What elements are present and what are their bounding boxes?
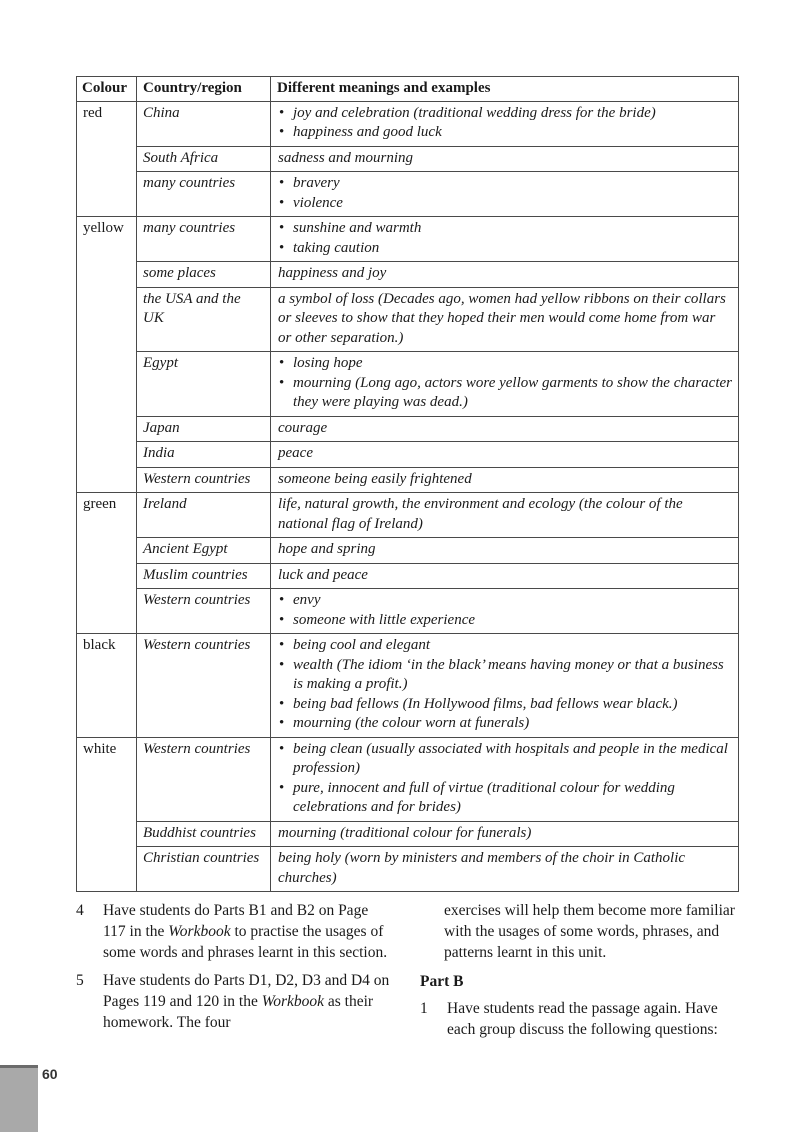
colour-cell — [77, 416, 137, 442]
colour-cell: green — [77, 493, 137, 538]
item-text: Have students do Parts D1, D2, D3 and D4 on Pages 119 and 120 in the — [103, 972, 390, 1010]
table-row — [77, 589, 739, 634]
country-cell: Western countries — [137, 634, 271, 738]
table-row — [77, 442, 739, 468]
page-tab — [0, 1065, 38, 1132]
header-meanings: Different meanings and examples — [271, 77, 739, 102]
item-text: Have students read the passage again. Have each group discuss the following questions: — [447, 1000, 718, 1038]
meaning-list-item: • pure, innocent and full of virtue (traditional colour for wedding celebrations and for brides) — [278, 779, 732, 818]
meaning-cell — [271, 172, 739, 217]
country-cell: many countries — [137, 172, 271, 217]
meaning-cell: luck and peace — [271, 563, 739, 589]
meaning-cell: peace — [271, 442, 739, 468]
meaning-cell — [271, 352, 739, 417]
meaning-list-item: • joy and celebration (traditional wedding dress for the bride) — [278, 104, 732, 124]
colour-meanings-table — [76, 76, 739, 892]
table-row — [77, 493, 739, 538]
table-row — [77, 821, 739, 847]
meaning-cell: life, natural growth, the environment and ecology (the colour of the national flag of Ireland) — [271, 493, 739, 538]
item-text: to practise the usages of some words and phrases learnt in this section. — [103, 923, 388, 961]
page-tab-edge — [0, 1065, 38, 1068]
colour-cell: red — [77, 101, 137, 146]
country-cell: the USA and the UK — [137, 287, 271, 352]
country-cell: South Africa — [137, 146, 271, 172]
right-column — [420, 900, 740, 1047]
country-cell: Western countries — [137, 467, 271, 493]
meaning-cell: mourning (traditional colour for funerals) — [271, 821, 739, 847]
table-row — [77, 262, 739, 288]
meaning-cell: courage — [271, 416, 739, 442]
country-cell: Christian countries — [137, 847, 271, 892]
country-cell: Buddhist countries — [137, 821, 271, 847]
table-row — [77, 416, 739, 442]
workbook-ref: Workbook — [261, 993, 324, 1010]
page-number: 60 — [42, 1066, 58, 1082]
colour-cell — [77, 538, 137, 564]
country-cell: many countries — [137, 217, 271, 262]
meaning-list-item: • violence — [278, 194, 732, 214]
meaning-cell: someone being easily frightened — [271, 467, 739, 493]
colour-cell — [77, 352, 137, 417]
meaning-list-item: • mourning (Long ago, actors wore yellow garments to show the character they were playing was dead.) — [278, 374, 732, 413]
country-cell: Muslim countries — [137, 563, 271, 589]
colour-cell — [77, 589, 137, 634]
meaning-cell — [271, 217, 739, 262]
table-row — [77, 847, 739, 892]
item-text: Have students do Parts B1 and B2 on Page 117 in the — [103, 902, 369, 940]
table-row — [77, 146, 739, 172]
table-row — [77, 538, 739, 564]
table-header-row — [77, 77, 739, 102]
table-row — [77, 737, 739, 821]
colour-cell — [77, 262, 137, 288]
instruction-item-4 — [76, 900, 394, 963]
meaning-list-item: • being cool and elegant — [278, 636, 732, 656]
table-row — [77, 634, 739, 738]
meaning-cell: being holy (worn by ministers and members of the choir in Catholic churches) — [271, 847, 739, 892]
meaning-cell — [271, 101, 739, 146]
meaning-list-item: • sunshine and warmth — [278, 219, 732, 239]
left-column — [76, 900, 394, 1040]
part-b-heading: Part B — [420, 973, 464, 990]
table-row — [77, 172, 739, 217]
table-row — [77, 287, 739, 352]
colour-cell — [77, 442, 137, 468]
country-cell: Ancient Egypt — [137, 538, 271, 564]
country-cell: Japan — [137, 416, 271, 442]
item-number: 1 — [420, 1000, 428, 1017]
meaning-list — [278, 740, 732, 818]
meaning-list — [278, 104, 732, 143]
meaning-list — [278, 219, 732, 258]
item-number: 4 — [76, 902, 84, 919]
item-5-continuation: exercises will help them become more familiar with the usages of some words, phrases, and patterns learnt in this unit. — [444, 902, 735, 961]
colour-cell — [77, 172, 137, 217]
meaning-list-item: • wealth (The idiom ‘in the black’ means having money or that a business is making a profit.) — [278, 656, 732, 695]
meaning-list-item: • losing hope — [278, 354, 732, 374]
colour-cell: white — [77, 737, 137, 821]
meaning-list-item: • envy — [278, 591, 732, 611]
meaning-cell: hope and spring — [271, 538, 739, 564]
country-cell: Ireland — [137, 493, 271, 538]
country-cell: China — [137, 101, 271, 146]
meaning-list-item: • taking caution — [278, 239, 732, 259]
meaning-list — [278, 591, 732, 630]
workbook-ref: Workbook — [168, 923, 231, 940]
meaning-list-item: • being clean (usually associated with hospitals and people in the medical profession) — [278, 740, 732, 779]
country-cell: India — [137, 442, 271, 468]
table-row — [77, 563, 739, 589]
meaning-cell — [271, 589, 739, 634]
instruction-item-1 — [420, 998, 740, 1040]
meaning-list-item: • mourning (the colour worn at funerals) — [278, 714, 732, 734]
table-row — [77, 217, 739, 262]
meaning-list — [278, 636, 732, 734]
country-cell: Egypt — [137, 352, 271, 417]
header-country: Country/region — [137, 77, 271, 102]
meaning-cell: happiness and joy — [271, 262, 739, 288]
colour-cell — [77, 847, 137, 892]
colour-cell: black — [77, 634, 137, 738]
meaning-cell: a symbol of loss (Decades ago, women had yellow ribbons on their collars or sleeves to show that they hoped their men would come home from war or other separation.) — [271, 287, 739, 352]
colour-cell — [77, 821, 137, 847]
country-cell: Western countries — [137, 737, 271, 821]
meaning-cell — [271, 634, 739, 738]
header-colour: Colour — [77, 77, 137, 102]
country-cell: Western countries — [137, 589, 271, 634]
meaning-list — [278, 174, 732, 213]
meaning-cell: sadness and mourning — [271, 146, 739, 172]
meaning-list-item: • happiness and good luck — [278, 123, 732, 143]
table-row — [77, 467, 739, 493]
colour-cell — [77, 563, 137, 589]
instruction-item-5 — [76, 970, 394, 1033]
country-cell: some places — [137, 262, 271, 288]
meaning-cell — [271, 737, 739, 821]
colour-cell — [77, 467, 137, 493]
colour-cell: yellow — [77, 217, 137, 262]
meaning-list-item: • being bad fellows (In Hollywood films, bad fellows wear black.) — [278, 695, 732, 715]
meaning-list — [278, 354, 732, 413]
table-row — [77, 352, 739, 417]
meaning-list-item: • bravery — [278, 174, 732, 194]
colour-cell — [77, 287, 137, 352]
colour-cell — [77, 146, 137, 172]
item-number: 5 — [76, 972, 84, 989]
meaning-list-item: • someone with little experience — [278, 611, 732, 631]
item-text: as their homework. The four — [103, 993, 374, 1031]
table-row — [77, 101, 739, 146]
